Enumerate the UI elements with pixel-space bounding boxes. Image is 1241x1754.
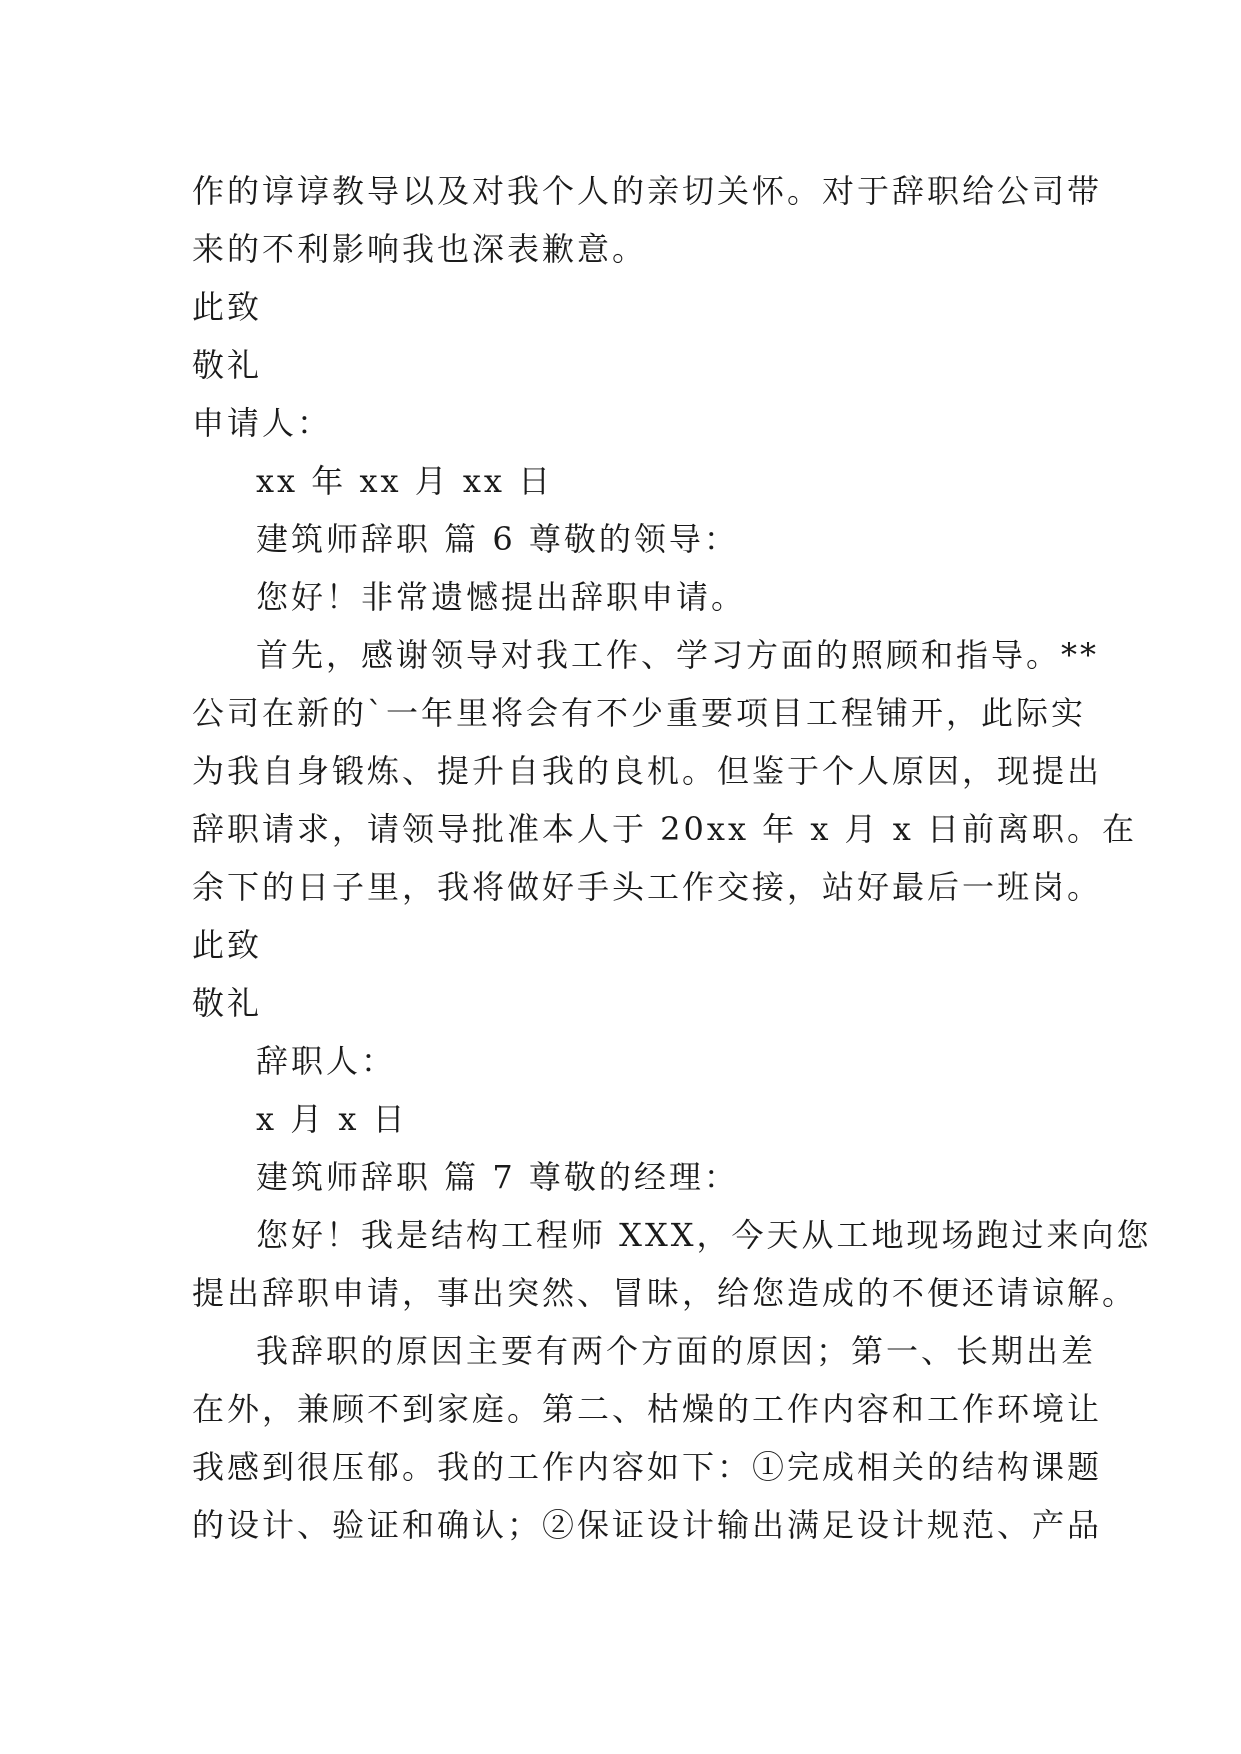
text-line: 辞职请求，请领导批准本人于 20xx 年 x 月 x 日前离职。在: [192, 810, 1137, 848]
text-line: 公司在新的`一年里将会有不少重要项目工程铺开，此际实: [192, 694, 1087, 732]
date-line: x 月 x 日: [256, 1100, 408, 1138]
text-line: 您好！我是结构工程师 XXX，今天从工地现场跑过来向您: [256, 1216, 1152, 1254]
text-line: 为我自身锻炼、提升自我的良机。但鉴于个人原因，现提出: [192, 752, 1103, 790]
date-line: xx 年 xx 月 xx 日: [256, 462, 554, 500]
closing-line: 敬礼: [192, 346, 263, 384]
text-line: 来的不利影响我也深表歉意。: [192, 230, 648, 268]
text-line: 您好！非常遗憾提出辞职申请。: [256, 578, 747, 616]
text-line: 提出辞职申请，事出突然、冒昧，给您造成的不便还请谅解。: [192, 1274, 1138, 1312]
text-line: 我感到很压郁。我的工作内容如下：①完成相关的结构课题: [192, 1448, 1103, 1486]
text-line: 我辞职的原因主要有两个方面的原因；第一、长期出差: [256, 1332, 1097, 1370]
document-body: [192, 162, 1152, 1554]
text-line: 的设计、验证和确认；②保证设计输出满足设计规范、产品: [192, 1506, 1103, 1544]
text-line: 余下的日子里，我将做好手头工作交接，站好最后一班岗。: [192, 868, 1103, 906]
closing-line: 此致: [192, 288, 263, 326]
text-line: 首先，感谢领导对我工作、学习方面的照顾和指导。**: [256, 636, 1100, 674]
section-heading: 建筑师辞职 篇 7 尊敬的经理：: [256, 1158, 739, 1196]
signature-label: 辞职人：: [256, 1042, 397, 1080]
signature-label: 申请人：: [192, 404, 333, 442]
section-heading: 建筑师辞职 篇 6 尊敬的领导：: [256, 520, 739, 558]
closing-line: 此致: [192, 926, 263, 964]
text-line: 作的谆谆教导以及对我个人的亲切关怀。对于辞职给公司带: [192, 172, 1103, 210]
closing-line: 敬礼: [192, 984, 263, 1022]
text-line: 在外，兼顾不到家庭。第二、枯燥的工作内容和工作环境让: [192, 1390, 1103, 1428]
